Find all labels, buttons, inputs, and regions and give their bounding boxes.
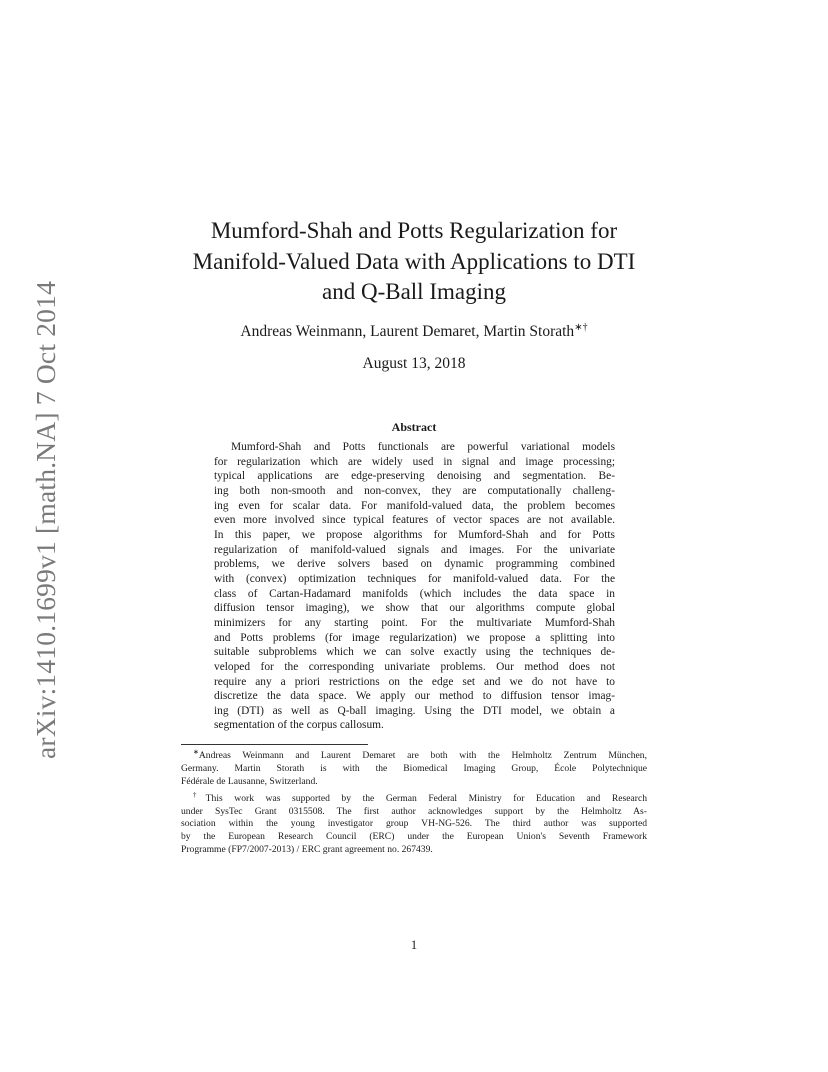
abstract-line: minimizers for any starting point. For the multivariate Mumford-Shah — [214, 616, 615, 629]
abstract-line: discretize the data space. We apply our method to diffusion tensor imag- — [214, 690, 615, 703]
footnote-line: Programme (FP7/2007-2013) / ERC grant agreement no. 267439. — [181, 843, 433, 855]
author-footnote-marks: ∗† — [574, 322, 588, 333]
abstract-line: class of Cartan-Hadamard manifolds (which includes the data space in — [214, 587, 615, 600]
footnote-line — [181, 789, 647, 806]
abstract-line: with (convex) optimization techniques for manifold-valued data. For the — [214, 572, 615, 585]
footnote-mark: † — [193, 790, 206, 799]
arxiv-identifier: arXiv:1410.1699v1 [math.NA] 7 Oct 2014 — [30, 280, 61, 760]
abstract-line: ing (DTI) as well as Q-ball imaging. Using the DTI model, we obtain a — [214, 704, 615, 717]
abstract-line: for regularization which are widely used in signal and image processing; — [214, 455, 615, 468]
abstract-line: segmentation of the corpus callosum. — [214, 719, 384, 732]
abstract-line: veloped for the corresponding univariate problems. Our method does not — [214, 660, 615, 673]
footnote-line: Fédérale de Lausanne, Switzerland. — [181, 775, 318, 787]
abstract-line: Mumford-Shah and Potts functionals are powerful variational models — [231, 441, 615, 453]
page-number: 1 — [410, 938, 418, 952]
title-line: and Q-Ball Imaging — [322, 279, 506, 304]
footnote-line — [181, 746, 647, 763]
footnote-line: Germany. Martin Storath is with the Biomedical Imaging Group, École Polytechnique — [181, 762, 647, 774]
abstract-line: regularization of manifold-valued signals and images. For the univariate — [214, 543, 615, 556]
footnote-rule — [181, 744, 368, 745]
author-list — [150, 322, 678, 341]
abstract-heading: Abstract — [391, 420, 437, 434]
footnote-line: under SysTec Grant 0315508. The first author acknowledges support by the Helmholtz As- — [181, 805, 647, 817]
footnote-text: Andreas Weinmann and Laurent Demaret are both with the Helmholtz Zentrum München, — [198, 750, 647, 762]
footnote-text: This work was supported by the German Federal Ministry for Education and Research — [205, 792, 648, 804]
abstract-line: ing even for scalar data. For manifold-valued data, the problem becomes — [214, 499, 615, 512]
abstract-line: ing both non-smooth and non-convex, they are computationally challeng- — [214, 484, 615, 497]
paper-title — [150, 216, 678, 308]
abstract-line: and Potts problems (for image regularization) we propose a splitting into — [214, 631, 615, 644]
abstract-line: require any a priori restrictions on the edge set and we do not have to — [214, 675, 615, 688]
footnote-line: sociation within the young investigator group VH-NG-526. The third author was supported — [181, 818, 647, 830]
author-names: Andreas Weinmann, Laurent Demaret, Martin Storath — [240, 323, 575, 341]
arxiv-sidebar — [26, 280, 66, 760]
abstract-line: suitable subproblems which we can solve exactly using the techniques de- — [214, 646, 615, 659]
abstract-line: diffusion tensor imaging), we show that our algorithms compute global — [214, 602, 615, 615]
title-line: Mumford-Shah and Potts Regularization for — [210, 218, 618, 243]
footnotes — [181, 746, 647, 857]
abstract-line: problems, we derive solvers based on dynamic programming combined — [214, 558, 615, 571]
abstract-line: typical applications are edge-preserving denoising and segmentation. Be- — [214, 470, 615, 483]
title-line: Manifold-Valued Data with Applications to DTI — [192, 248, 636, 274]
footnote-line: by the European Research Council (ERC) under the European Union's Seventh Framework — [181, 831, 647, 843]
abstract-body — [214, 440, 615, 733]
abstract-line: In this paper, we propose algorithms for Mumford-Shah and for Potts — [214, 528, 615, 541]
abstract-line: even more involved since typical features of vector spaces are not available. — [214, 514, 615, 527]
paper-date: August 13, 2018 — [362, 355, 466, 372]
footnote-mark: ∗ — [193, 748, 199, 756]
